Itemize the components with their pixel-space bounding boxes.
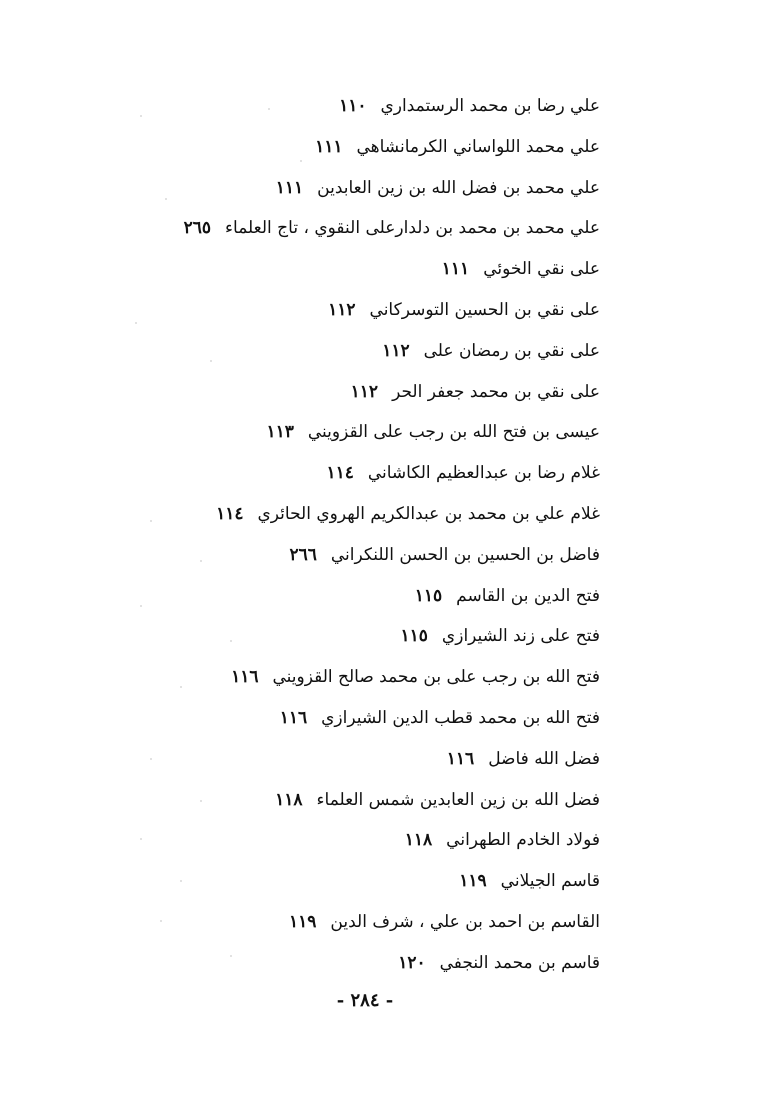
entry-page-number: ١١٦ (279, 707, 308, 728)
entry-name: علي رضا بن محمد الرستمداري (380, 96, 600, 116)
entry-name: غلام علي بن محمد بن عبدالكريم الهروي الحائري (257, 503, 600, 524)
index-entry (130, 208, 600, 249)
index-entry (130, 535, 600, 576)
entry-name: غلام رضا بن عبدالعظيم الكاشاني (367, 463, 600, 484)
index-entry (130, 861, 600, 902)
index-entry (130, 494, 600, 535)
entry-page-number: ١١٢ (350, 381, 379, 402)
entry-page-number: ١١١ (441, 259, 470, 280)
index-entry (130, 902, 600, 943)
index-entry (130, 657, 600, 698)
entry-name: قاسم الجيلاني (500, 871, 600, 892)
entry-page-number: ١١٢ (382, 340, 410, 361)
entry-name: فتح الله بن محمد قطب الدين الشيرازي (321, 707, 600, 728)
entry-name: القاسم بن احمد بن علي ، شرف الدين (330, 911, 600, 932)
index-entry (130, 943, 600, 984)
index-entry (130, 412, 600, 453)
index-entry (130, 290, 600, 331)
entry-page-number: ١١١ (275, 177, 304, 198)
entry-page-number: ١١٥ (400, 626, 428, 647)
entry-page-number: ١١٩ (289, 911, 317, 932)
entry-page-number: ١١٠ (339, 96, 367, 116)
index-entry (130, 576, 600, 617)
entry-page-number: ١١١ (315, 136, 343, 157)
index-entry (130, 249, 600, 290)
page-number: - ٢٨٤ - (336, 990, 394, 1011)
entry-name: على نقي بن الحسين التوسركاني (369, 299, 600, 320)
entry-page-number: ١١٤ (326, 463, 354, 484)
entry-name: على نقي الخوئي (483, 259, 600, 280)
entry-page-number: ١١٩ (459, 871, 487, 892)
index-entry (130, 127, 600, 168)
entry-page-number: ١١٦ (446, 748, 475, 769)
entry-page-number: ٢٦٦ (289, 544, 317, 565)
entry-name: عيسى بن فتح الله بن رجب على القزويني (307, 422, 600, 443)
entry-page-number: ١١٦ (231, 667, 259, 688)
entry-name: فضل الله بن زين العابدين شمس العلماء (316, 789, 600, 810)
index-list (130, 86, 600, 984)
entry-name: قاسم بن محمد النجفي (439, 952, 600, 973)
entry-name: فتح على زند الشيرازي (441, 626, 600, 647)
index-entry (130, 739, 600, 780)
index-entry (130, 331, 600, 372)
entry-name: على نقي بن رمضان على (423, 340, 600, 361)
entry-page-number: ١٢٠ (398, 952, 426, 973)
entry-name: فاضل بن الحسين بن الحسن اللنكراني (330, 544, 600, 565)
entry-name: فتح الله بن رجب على بن محمد صالح القزويني (272, 667, 600, 688)
entry-name: فتح الدين بن القاسم (456, 585, 600, 606)
entry-page-number: ١١٨ (404, 830, 433, 851)
entry-page-number: ٢٦٥ (183, 218, 212, 239)
index-entry (130, 453, 600, 494)
entry-page-number: ١١٨ (275, 789, 303, 810)
entry-name: علي محمد بن فضل الله بن زين العابدين (317, 177, 600, 198)
entry-name: على نقي بن محمد جعفر الحر (392, 381, 600, 402)
entry-page-number: ١١٤ (216, 503, 244, 524)
entry-name: فولاد الخادم الطهراني (446, 830, 600, 851)
entry-name: علي محمد بن محمد بن دلدارعلى النقوي ، تاج العلماء (225, 218, 600, 239)
index-entry (130, 372, 600, 413)
entry-page-number: ١١٢ (328, 299, 356, 320)
entry-page-number: ١١٥ (414, 585, 443, 606)
index-entry (130, 86, 600, 127)
entry-name: فضل الله فاضل (488, 748, 600, 769)
entry-page-number: ١١٣ (266, 422, 294, 443)
entry-name: علي محمد اللواساني الكرمانشاهي (356, 136, 600, 157)
index-entry (130, 168, 600, 209)
index-entry (130, 698, 600, 739)
index-entry (130, 616, 600, 657)
index-entry (130, 820, 600, 861)
